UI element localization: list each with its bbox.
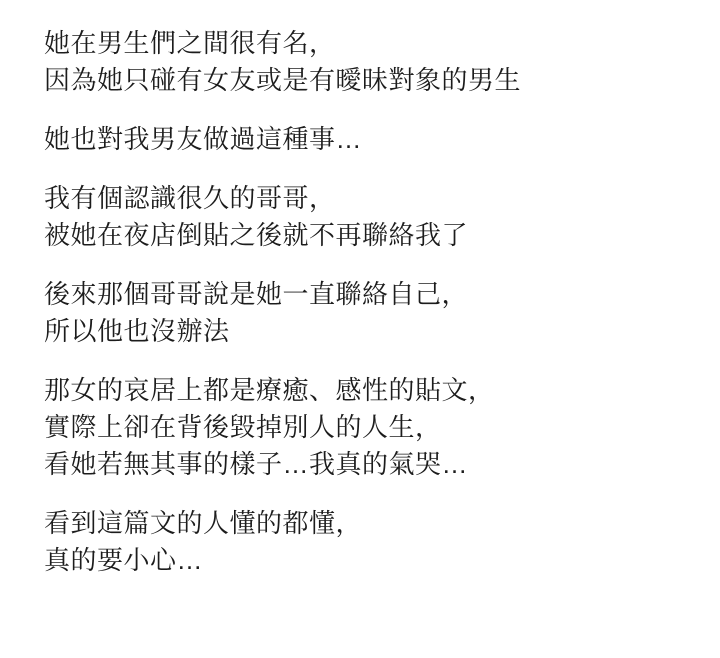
paragraph: [44, 0, 720, 3]
text-line: 我有個認識很久的哥哥，: [44, 183, 336, 213]
paragraph: [44, 121, 720, 158]
paragraph: [44, 180, 720, 254]
paragraph: [44, 25, 720, 99]
text-line: 因為她只碰有女友或是有曖昧對象的男生: [44, 65, 522, 95]
paragraph: [44, 372, 720, 483]
text-line: 被她在夜店倒貼之後就不再聯絡我了: [44, 220, 469, 250]
text-line: [44, 0, 720, 3]
paragraph: [44, 276, 720, 350]
text-line: 看到這篇文的人懂的都懂，: [44, 508, 363, 538]
text-line: 真的要小心…: [44, 545, 204, 575]
paragraph: [44, 505, 720, 579]
text-line: 所以他也沒辦法: [44, 316, 230, 346]
text-line: 她也對我男友做過這種事…: [44, 124, 363, 154]
post-body: [44, 0, 720, 579]
text-line: 後來那個哥哥說是她一直聯絡自己，: [44, 279, 469, 309]
text-line: 那女的哀居上都是療癒、感性的貼文，: [44, 375, 495, 405]
text-line: 看她若無其事的樣子…我真的氣哭…: [44, 449, 469, 479]
text-line: 實際上卻在背後毀掉別人的人生，: [44, 412, 442, 442]
text-line: 她在男生們之間很有名，: [44, 28, 336, 58]
